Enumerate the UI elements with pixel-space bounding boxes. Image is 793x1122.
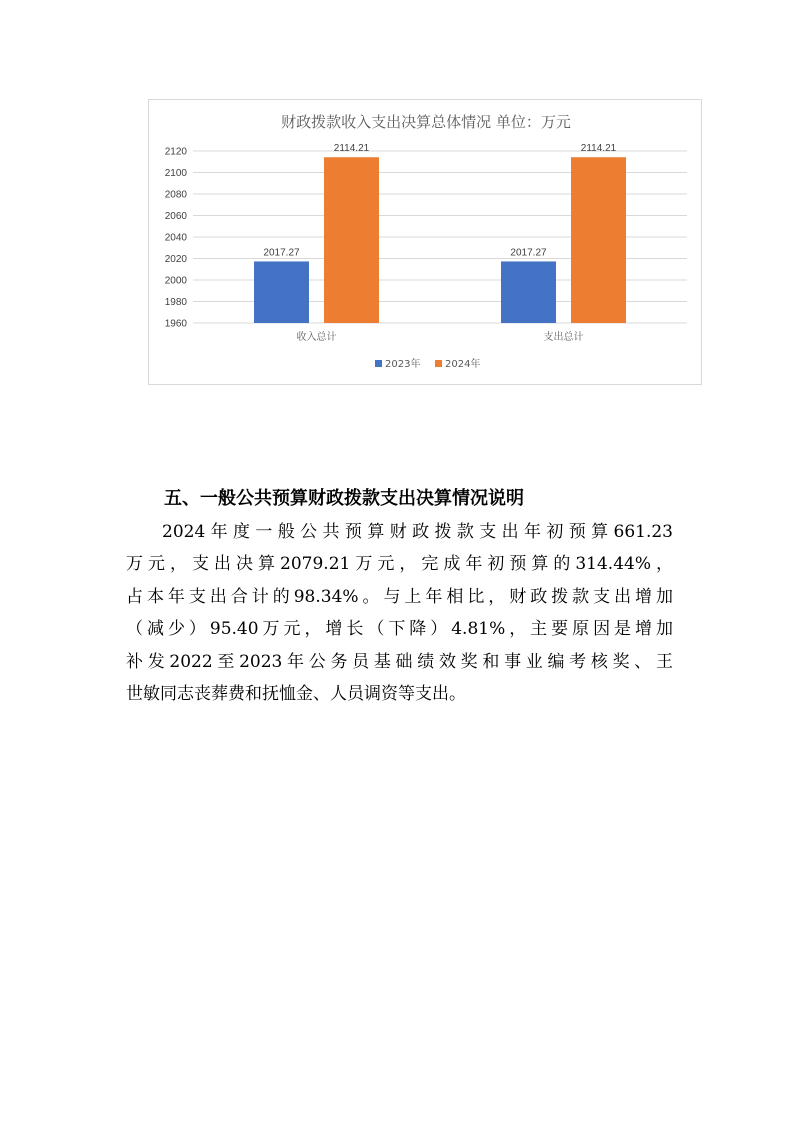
legend-swatch bbox=[435, 360, 442, 367]
paragraph-line: （减少）95.40万元，增长（下降）4.81%，主要原因是增加 bbox=[126, 619, 673, 640]
y-tick-label: 1980 bbox=[164, 297, 187, 308]
y-tick-label: 2020 bbox=[164, 254, 187, 265]
y-axis-ticks bbox=[165, 147, 188, 330]
y-tick-label: 2100 bbox=[164, 168, 187, 179]
legend-swatch bbox=[375, 360, 382, 367]
bar-chart bbox=[149, 100, 703, 386]
legend bbox=[375, 357, 480, 370]
data-label: 2114.21 bbox=[333, 143, 370, 155]
data-labels bbox=[263, 143, 616, 258]
bar bbox=[324, 157, 379, 323]
paragraph-line: 万元，支出决算2079.21万元，完成年初预算的314.44%， bbox=[126, 554, 673, 575]
y-tick-label: 2060 bbox=[164, 211, 187, 222]
bar bbox=[501, 261, 556, 323]
chart-frame bbox=[148, 99, 702, 385]
y-tick-label: 2040 bbox=[164, 232, 187, 244]
category-label: 收入总计 bbox=[296, 332, 337, 343]
body-paragraph bbox=[126, 516, 673, 710]
category-label: 支出总计 bbox=[543, 332, 584, 343]
y-tick-label: 2000 bbox=[164, 275, 187, 287]
paragraph-line: 世敏同志丧葬费和抚恤金、人员调资等支出。 bbox=[126, 684, 466, 705]
legend-label: 2024年 bbox=[445, 359, 481, 370]
legend-label: 2023年 bbox=[385, 359, 421, 370]
bar bbox=[254, 261, 309, 323]
paragraph-line: 2024年度一般公共预算财政拨款支出年初预算661.23 bbox=[162, 522, 673, 542]
data-label: 2114.21 bbox=[580, 143, 617, 155]
y-tick-label: 1960 bbox=[164, 318, 187, 330]
section-heading: 五、一般公共预算财政拨款支出决算情况说明 bbox=[164, 488, 524, 509]
chart-title: 财政拨款收入支出决算总体情况 单位：万元 bbox=[281, 113, 571, 131]
data-label: 2017.27 bbox=[263, 247, 300, 259]
bar bbox=[571, 157, 626, 323]
bars bbox=[254, 157, 626, 323]
category-labels bbox=[297, 330, 584, 343]
paragraph-line: 占本年支出合计的98.34%。与上年相比，财政拨款支出增加 bbox=[126, 586, 673, 607]
paragraph-line: 补发2022至2023年公务员基础绩效奖和事业编考核奖、王 bbox=[126, 651, 673, 672]
y-tick-label: 2120 bbox=[164, 146, 187, 158]
y-tick-label: 2080 bbox=[164, 189, 187, 201]
data-label: 2017.27 bbox=[510, 247, 547, 259]
